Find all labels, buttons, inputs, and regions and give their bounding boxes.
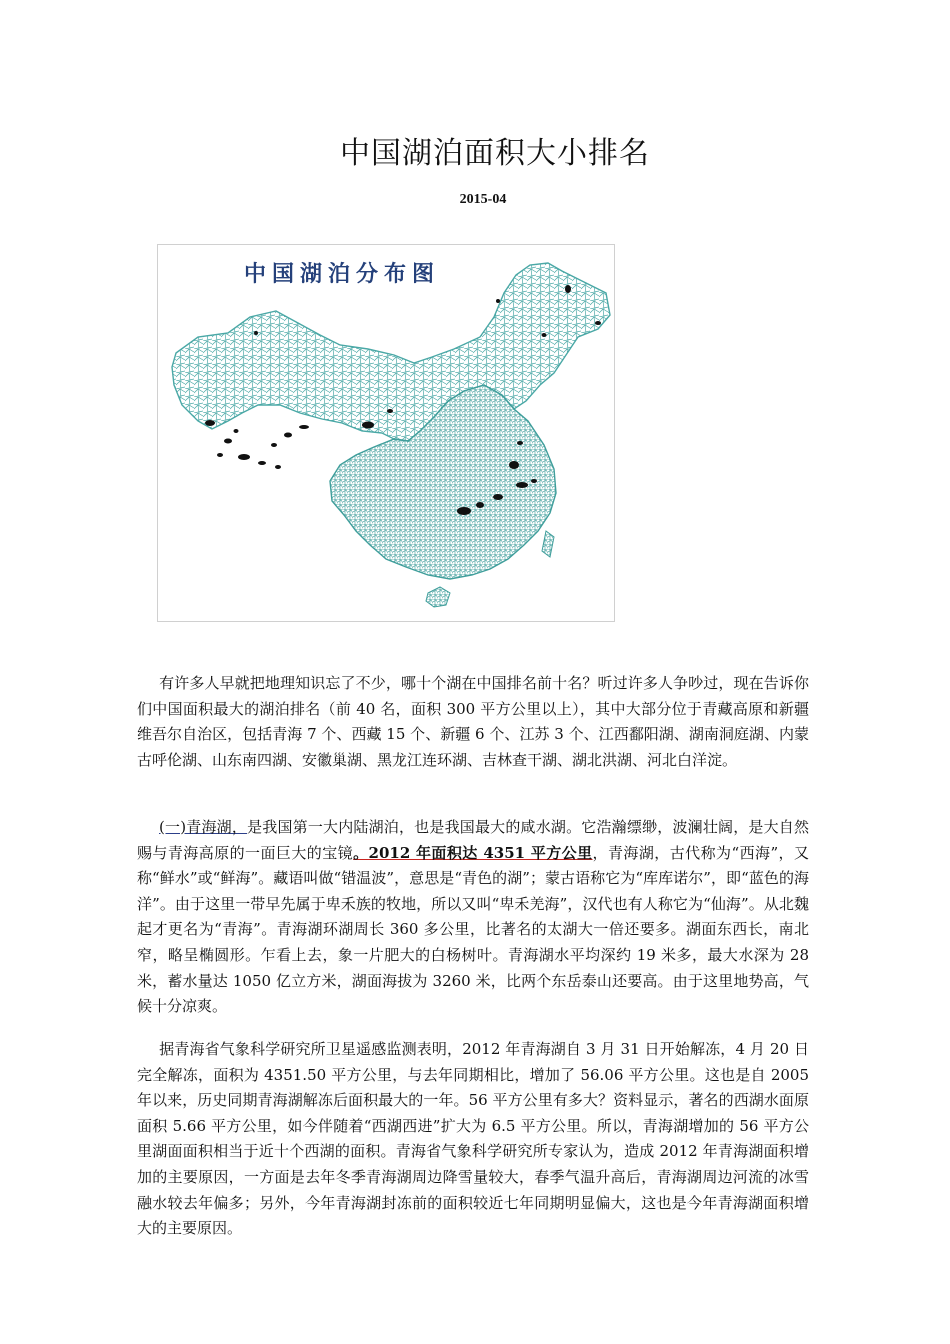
intro-text: 有许多人早就把地理知识忘了不少，哪十个湖在中国排名前十名？听过许多人争吵过，现在告诉你们中国面积最大的湖泊排名（前 40 名，面积 300 平方公里以上），其中大部分位于青藏高原和新疆维吾尔自治区，包括青海 7 个、西藏 15 个、新疆 6 个、江苏 3 个、江西鄱阳湖、湖南洞庭湖、内蒙古呼伦湖、山东南四湖、安徽巢湖、黑龙江连环湖、吉林查干湖、湖北洪湖、河北白洋淀。 — [137, 674, 809, 769]
satellite-paragraph — [137, 1037, 809, 1242]
qinghai-text-b: ，青海湖，古代称为“西海”，又称“鲜水”或“鲜海”。藏语叫做“错温波”，意思是“青色的湖”；蒙古语称它为“库库诺尔”，即“蓝色的海洋”。由于这里一带早先属于卑禾族的牧地，所以又叫“卑禾羌海”，汉代也有人称它为“仙海”。从北魏起才更名为“青海”。青海湖环湖周长 360 多公里，比著名的太湖大一倍还要多。湖面东西长，南北窄，略呈椭圆形。乍看上去，象一片肥大的白杨树叶。青海湖水平均深约 19 米多，最大水深为 28 米，蓄水量达 1050 亿立方米，湖面海拔为 3260 米，比两个东岳泰山还要高。由于这里地势高，气候十分凉爽。 — [137, 843, 809, 1016]
qinghai-text-a: 是我国第一大内陆湖泊，也是我国最大的咸水湖。它浩瀚缥缈，波澜壮阔，是大自然赐与青海高原的一面巨大的宝镜 — [137, 818, 809, 862]
area-highlight: 。2012 年面积达 4351 平方公里 — [353, 843, 593, 862]
china-lake-map — [157, 244, 615, 622]
intro-paragraph — [137, 671, 809, 773]
map-caption: 中国湖泊分布图 — [244, 262, 441, 287]
section-heading: (一)青海湖， — [159, 818, 248, 836]
page-title: 中国湖泊面积大小排名 — [340, 136, 650, 172]
island-taiwan — [542, 531, 554, 557]
map-graphic — [158, 245, 614, 621]
qinghai-paragraph — [137, 815, 809, 1020]
country-west — [172, 263, 610, 441]
island-hainan — [426, 587, 450, 607]
satellite-text: 据青海省气象科学研究所卫星遥感监测表明，2012 年青海湖自 3 月 31 日开始解冻，4 月 20 日完全解冻，面积为 4351.50 平方公里，与去年同期相比，增加了 56.06 平方公里。这也是自 2005 年以来，历史同期青海湖解冻后面积最大的一年。56 平方公里有多大？资料显示，著名的西湖水面原面积 5.66 平方公里，如今伴随着“西湖西进”扩大为 6.5 平方公里。所以，青海湖增加的 56 平方公里湖面面积相当于近十个西湖的面积。青海省气象科学研究所专家认为，造成 2012 年青海湖面积增加的主要原因，一方面是去年冬季青海湖周边降雪量较大，春季气温升高后，青海湖周边河流的冰雪融水较去年偏多；另外，今年青海湖封冻前的面积较近七年同期明显偏大，这也是今年青海湖面积增大的主要原因。 — [137, 1040, 809, 1238]
document-date: 2015-04 — [459, 192, 507, 207]
